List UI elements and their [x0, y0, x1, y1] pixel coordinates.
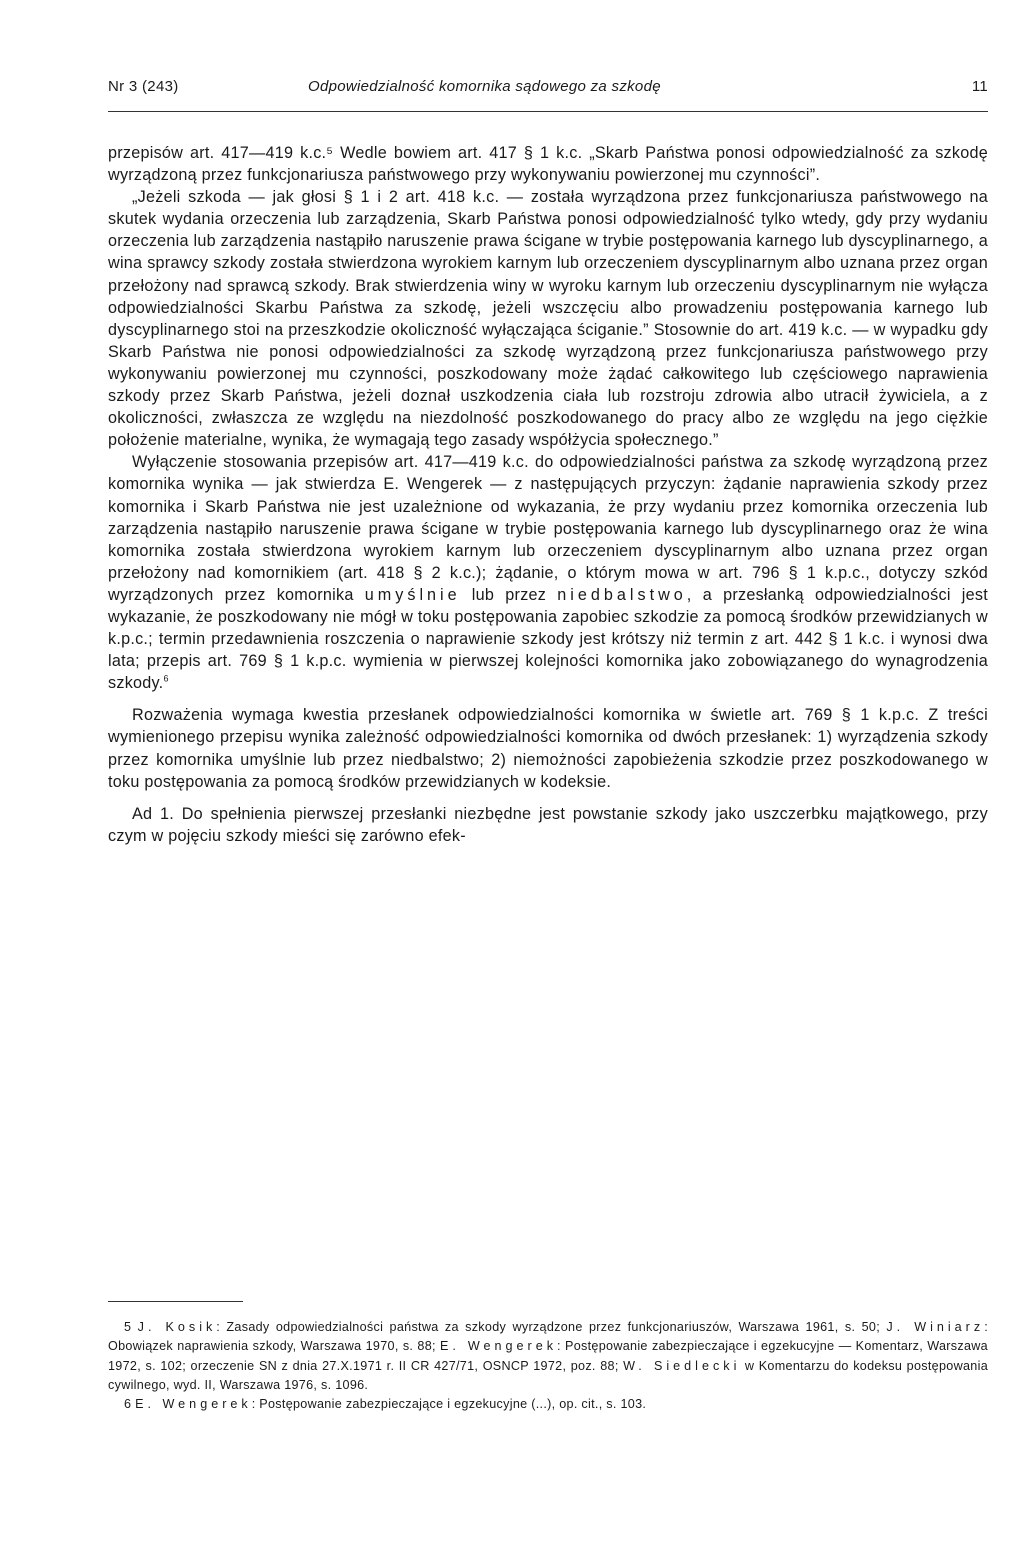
- emphasis-umyslnie: umyślnie: [364, 585, 461, 604]
- paragraph-5: Ad 1. Do spełnienia pierwszej przesłanki niezbędne jest powstanie szkody jako uszczerbku majątkowego, przy czym w pojęciu szkody mieści się zarówno efek-: [108, 804, 988, 845]
- running-title: Odpowiedzialność komornika sądowego za szkodę: [308, 78, 661, 95]
- footnote-5-number: 5: [124, 1320, 132, 1334]
- footnotes: [108, 1318, 988, 1414]
- paragraph-1: przepisów art. 417—419 k.c.⁵ Wedle bowiem art. 417 § 1 k.c. „Skarb Państwa ponosi odpowiedzialność za szkodę wyrządzoną przez funkcjonariusza państwowego przy wykonywaniu powierzonej mu czynności”.: [108, 144, 988, 185]
- footnote-5-author-4: W. Siedlecki: [623, 1358, 741, 1373]
- footnote-6-number: 6: [124, 1397, 132, 1412]
- issue-number: Nr 3 (243): [108, 78, 179, 95]
- footnote-5-author-2: J. Winiarz: [886, 1320, 985, 1334]
- footnote-divider: [108, 1301, 243, 1302]
- paragraph-3-text-b: lub przez: [460, 585, 558, 604]
- footnote-5-text-c: : Postępowanie zabezpieczające i egzekucyjne — Komentarz, Warszawa 1972, s. 102; orzeczenie SN z dnia 27.X.1971 r. II CR 427/71, OSNCP 1972, poz. 88;: [108, 1339, 988, 1373]
- footnote-5-text-d: w Komentarzu do kodeksu postępowania cywilnego, wyd. II, Warszawa 1976, s. 1096.: [108, 1358, 988, 1392]
- footnote-5-author-3: E. Wengerek: [440, 1339, 558, 1354]
- footnote-ref-6: 6: [163, 673, 169, 684]
- footnote-6: [108, 1395, 988, 1414]
- emphasis-niedbalstwo: niedbalstwo: [557, 585, 687, 604]
- page-number: 11: [971, 78, 988, 95]
- main-text: [108, 142, 988, 847]
- header-divider: [108, 111, 988, 112]
- paragraph-3-text-a: Wyłączenie stosowania przepisów art. 417—419 k.c. do odpowiedzialności państwa za szkodę wyrządzoną przez komornika wynika — jak stwierdza E. Wengerek — z następujących przyczyn: żądanie naprawienia szkody przez komornika i Skarb Państwa nie jest uzależnione od wykazania, że przy wydaniu przez komornika orzeczenia lub zarządzenia nastąpiło naruszenie prawa ścigane w trybie postępowania karnego lub dyscyplinarnego oraz że wina komornika została stwierdzona wyrokiem karnym lub orzeczeniem dyscyplinarnym albo uznana przez organ przełożony nad komornikiem (art. 418 § 2 k.c.); żądanie, o którym mowa w art. 796 § 1 k.p.c., dotyczy szkód wyrządzonych przez komornika: [108, 453, 988, 604]
- footnote-5-text-b: : Obowiązek naprawienia szkody, Warszawa 1970, s. 88;: [108, 1320, 988, 1354]
- footnote-5-text-a: : Zasady odpowiedzialności państwa za szkody wyrządzone przez funkcjonariuszów, Warszawa 1961, s. 50;: [216, 1320, 887, 1334]
- paragraph-3: [108, 451, 988, 694]
- footnote-5-author-1: J. Kosik: [137, 1320, 217, 1334]
- footnote-6-author: E. Wengerek: [135, 1397, 252, 1412]
- paragraph-3-text-c: , a przesłanką odpowiedzialności jest wykazanie, że poszkodowany nie mógł w toku postępowania zapobiec szkodzie za pomocą środków przewidzianych w k.p.c.; termin przedawnienia roszczenia o naprawienie szkody jest krótszy niż termin z art. 442 § 1 k.c. i wynosi dwa lata; przepis art. 769 § 1 k.p.c. wymienia w pierwszej kolejności komornika jako zobowiązanego do wynagrodzenia szkody.: [108, 585, 989, 693]
- paragraph-4: Rozważenia wymaga kwestia przesłanek odpowiedzialności komornika w świetle art. 769 § 1 k.p.c. Z treści wymienionego przepisu wynika zależność odpowiedzialności komornika od dwóch przesłanek: 1) wyrządzenia szkody przez komornika umyślnie lub przez niedbalstwo; 2) niemożności zapobieżenia szkodzie przez poszkodowanego w toku postępowania za pomocą środków przewidzianych w kodeksie.: [108, 706, 988, 791]
- footnote-5: [108, 1318, 988, 1395]
- paragraph-2: „Jeżeli szkoda — jak głosi § 1 i 2 art. 418 k.c. — została wyrządzona przez funkcjonariusza państwowego na skutek wydania orzeczenia lub zarządzenia, Skarb Państwa ponosi odpowiedzialność tylko wtedy, gdy przy wydaniu orzeczenia lub zarządzenia nastąpiło naruszenie prawa ścigane w trybie postępowania karnego lub dyscyplinarnego, a wina sprawcy szkody została stwierdzona wyrokiem karnym lub orzeczeniem dyscyplinarnym albo uznana przez organ przełożony nad sprawcą szkody. Brak stwierdzenia winy w wyroku karnym lub orzeczeniu dyscyplinarnym nie wyłącza odpowiedzialności Skarbu Państwa za szkodę, jeżeli wszczęciu albo prowadzeniu postępowania karnego lub dyscyplinarnego stoi na przeszkodzie okoliczność wyłączająca ściganie.” Stosownie do art. 419 k.c. — w wypadku gdy Skarb Państwa nie ponosi odpowiedzialności za szkodę wyrządzoną przez funkcjonariusza państwowego przy wykonywaniu powierzonej mu czynności, poszkodowany może żądać całkowitego lub częściowego naprawienia szkody przez Skarb Państwa, jeżeli doznał uszkodzenia ciała lub rozstroju zdrowia albo utracił żywiciela, a z okoliczności, zwłaszcza ze względu na niezdolność poszkodowanego do pracy albo ze względu na jego ciężkie położenie materialne, wynika, że wymagają tego zasady współżycia społecznego.”: [108, 188, 988, 450]
- footnote-6-text-a: : Postępowanie zabezpieczające i egzekucyjne (...), op. cit., s. 103.: [251, 1397, 647, 1412]
- running-header: [108, 78, 988, 108]
